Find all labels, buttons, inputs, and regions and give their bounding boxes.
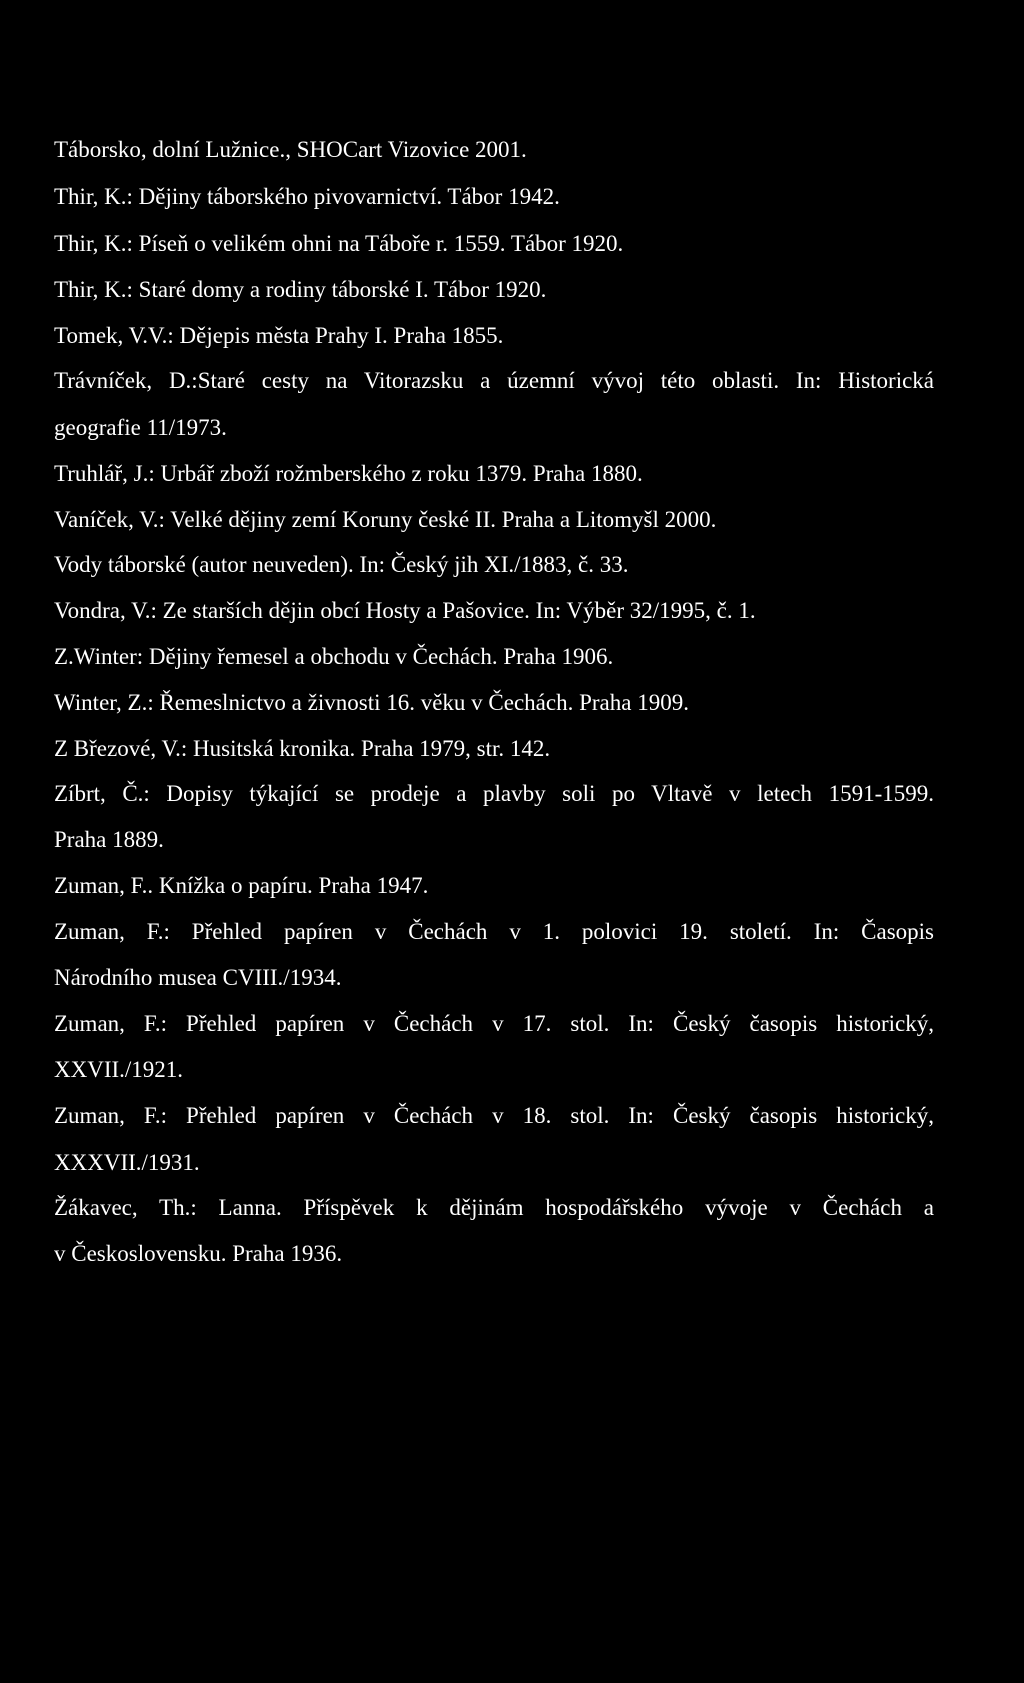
bibliography-line: Trávníček, D.:Staré cesty na Vitorazsku a územní vývoj této oblasti. In: Historická — [54, 368, 934, 393]
bibliography-line: Tomek, V.V.: Dějepis města Prahy I. Praha 1855. — [54, 323, 504, 348]
bibliography-line: geografie 11/1973. — [54, 415, 227, 440]
bibliography-line: Vody táborské (autor neuveden). In: Český jih XI./1883, č. 33. — [54, 552, 629, 577]
bibliography-line: Táborsko, dolní Lužnice., SHOCart Vizovice 2001. — [54, 137, 527, 162]
bibliography-line: Zuman, F.. Knížka o papíru. Praha 1947. — [54, 873, 429, 898]
bibliography-line: Z Březové, V.: Husitská kronika. Praha 1979, str. 142. — [54, 736, 551, 761]
bibliography-line: Z.Winter: Dějiny řemesel a obchodu v Čechách. Praha 1906. — [54, 644, 614, 669]
bibliography-line: Praha 1889. — [54, 827, 164, 852]
bibliography-line: Vondra, V.: Ze starších dějin obcí Hosty a Pašovice. In: Výběr 32/1995, č. 1. — [54, 598, 756, 623]
bibliography-line: Zíbrt, Č.: Dopisy týkající se prodeje a plavby soli po Vltavě v letech 1591-1599. — [54, 781, 934, 806]
bibliography-line: Winter, Z.: Řemeslnictvo a živnosti 16. věku v Čechách. Praha 1909. — [54, 690, 689, 715]
bibliography-line: Národního musea CVIII./1934. — [54, 965, 342, 990]
bibliography-line: v Československu. Praha 1936. — [54, 1241, 343, 1266]
bibliography-line: Thir, K.: Píseň o velikém ohni na Táboře r. 1559. Tábor 1920. — [54, 231, 624, 256]
bibliography-line: Thir, K.: Dějiny táborského pivovarnictví. Tábor 1942. — [54, 184, 560, 209]
bibliography-line: Zuman, F.: Přehled papíren v Čechách v 18. stol. In: Český časopis historický, — [54, 1103, 934, 1128]
bibliography-line: Truhlář, J.: Urbář zboží rožmberského z roku 1379. Praha 1880. — [54, 461, 643, 486]
bibliography-line: XXVII./1921. — [54, 1057, 184, 1082]
bibliography-line: Zuman, F.: Přehled papíren v Čechách v 1. polovici 19. století. In: Časopis — [54, 919, 934, 944]
bibliography-line: Zuman, F.: Přehled papíren v Čechách v 17. stol. In: Český časopis historický, — [54, 1011, 934, 1036]
bibliography-line: XXXVII./1931. — [54, 1150, 200, 1175]
bibliography-line: Žákavec, Th.: Lanna. Příspěvek k dějinám hospodářského vývoje v Čechách a — [54, 1195, 934, 1220]
bibliography-line: Vaníček, V.: Velké dějiny zemí Koruny české II. Praha a Litomyšl 2000. — [54, 507, 717, 532]
bibliography-line: Thir, K.: Staré domy a rodiny táborské I. Tábor 1920. — [54, 277, 547, 302]
